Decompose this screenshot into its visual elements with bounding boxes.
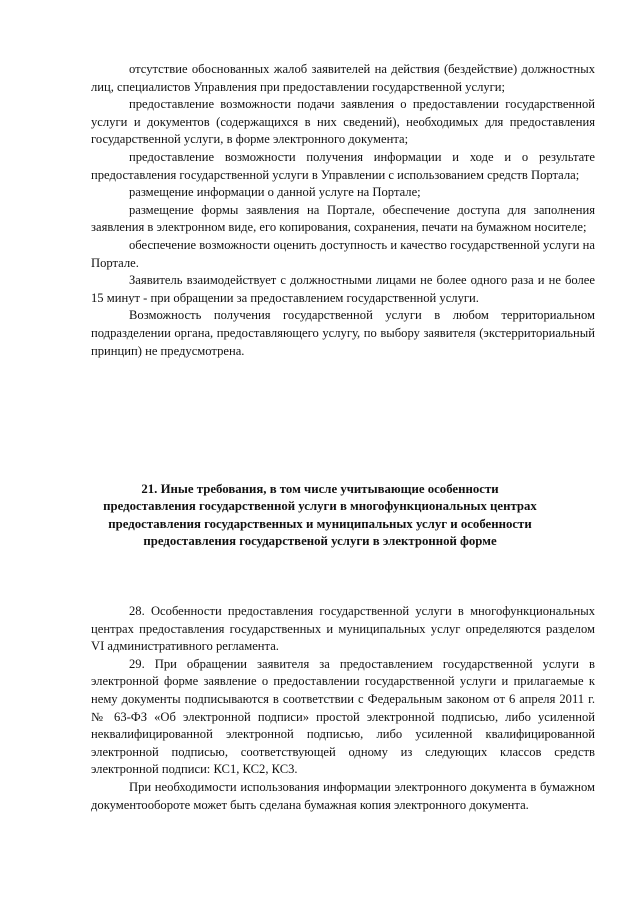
section-heading: 21. Иные требования, в том числе учитывающие особенности предоставления государственной услуги в многофункциональных центрах предоставления государственных и муниципальных услуг и особенности предоставления государственой услуги в электронной форме xyxy=(103,482,537,549)
paragraph: Заявитель взаимодействует с должностными лицами не более одного раза и не более 15 минут - при обращении за предоставлением государственной услуги. xyxy=(91,273,595,305)
paragraph: размещение информации о данной услуге на Портале; xyxy=(129,185,421,200)
paragraph: предоставление возможности подачи заявления о предоставлении государственной услуги и документов (содержащихся в них сведений), необходимых для предоставления государственной услуги, в форме электронного документа; xyxy=(91,97,595,147)
paragraph: 28. Особенности предоставления государственной услуги в многофункциональных центрах предоставления государственных и муниципальных услуг определяются разделом VI административного регламента. xyxy=(91,604,595,654)
requirements-list xyxy=(91,61,595,360)
paragraph: отсутствие обоснованных жалоб заявителей на действия (бездействие) должностных лиц, специалистов Управления при предоставлении государственной услуги; xyxy=(91,62,595,94)
section-body xyxy=(91,603,595,814)
paragraph: Возможность получения государственной услуги в любом территориальном подразделении органа, предоставляющего услугу, по выбору заявителя (экстерриториальный принцип) не предусмотрена. xyxy=(91,308,595,358)
paragraph: размещение формы заявления на Портале, обеспечение доступа для заполнения заявления в электронном виде, его копирования, сохранения, печати на бумажном носителе; xyxy=(91,202,595,235)
paragraph: При необходимости использования информации электронного документа в бумажном документообороте может быть сделана бумажная копия электронного документа. xyxy=(91,779,595,812)
paragraph: предоставление возможности получения информации и ходе и о результате предоставления государственной услуги в Управлении с использованием средств Портала; xyxy=(91,149,595,182)
paragraph: обеспечение возможности оценить доступность и качество государственной услуги на Портале. xyxy=(91,237,595,270)
paragraph: 29. При обращении заявителя за предоставлением государственной услуги в электронной форме заявление о предоставлении государственной услуги и прилагаемые к нему документы подписываются в соответствии с Федеральным законом от 6 апреля 2011 г. № 63-ФЗ «Об электронной подписи» простой электронной подписью, либо усиленной неквалифицированной электронной подписью, либо усиленной квалифицированной электронной подписью, соответствующей одному из следующих классов средств электронной подписи: КС1, КС2, КС3. xyxy=(91,656,595,777)
